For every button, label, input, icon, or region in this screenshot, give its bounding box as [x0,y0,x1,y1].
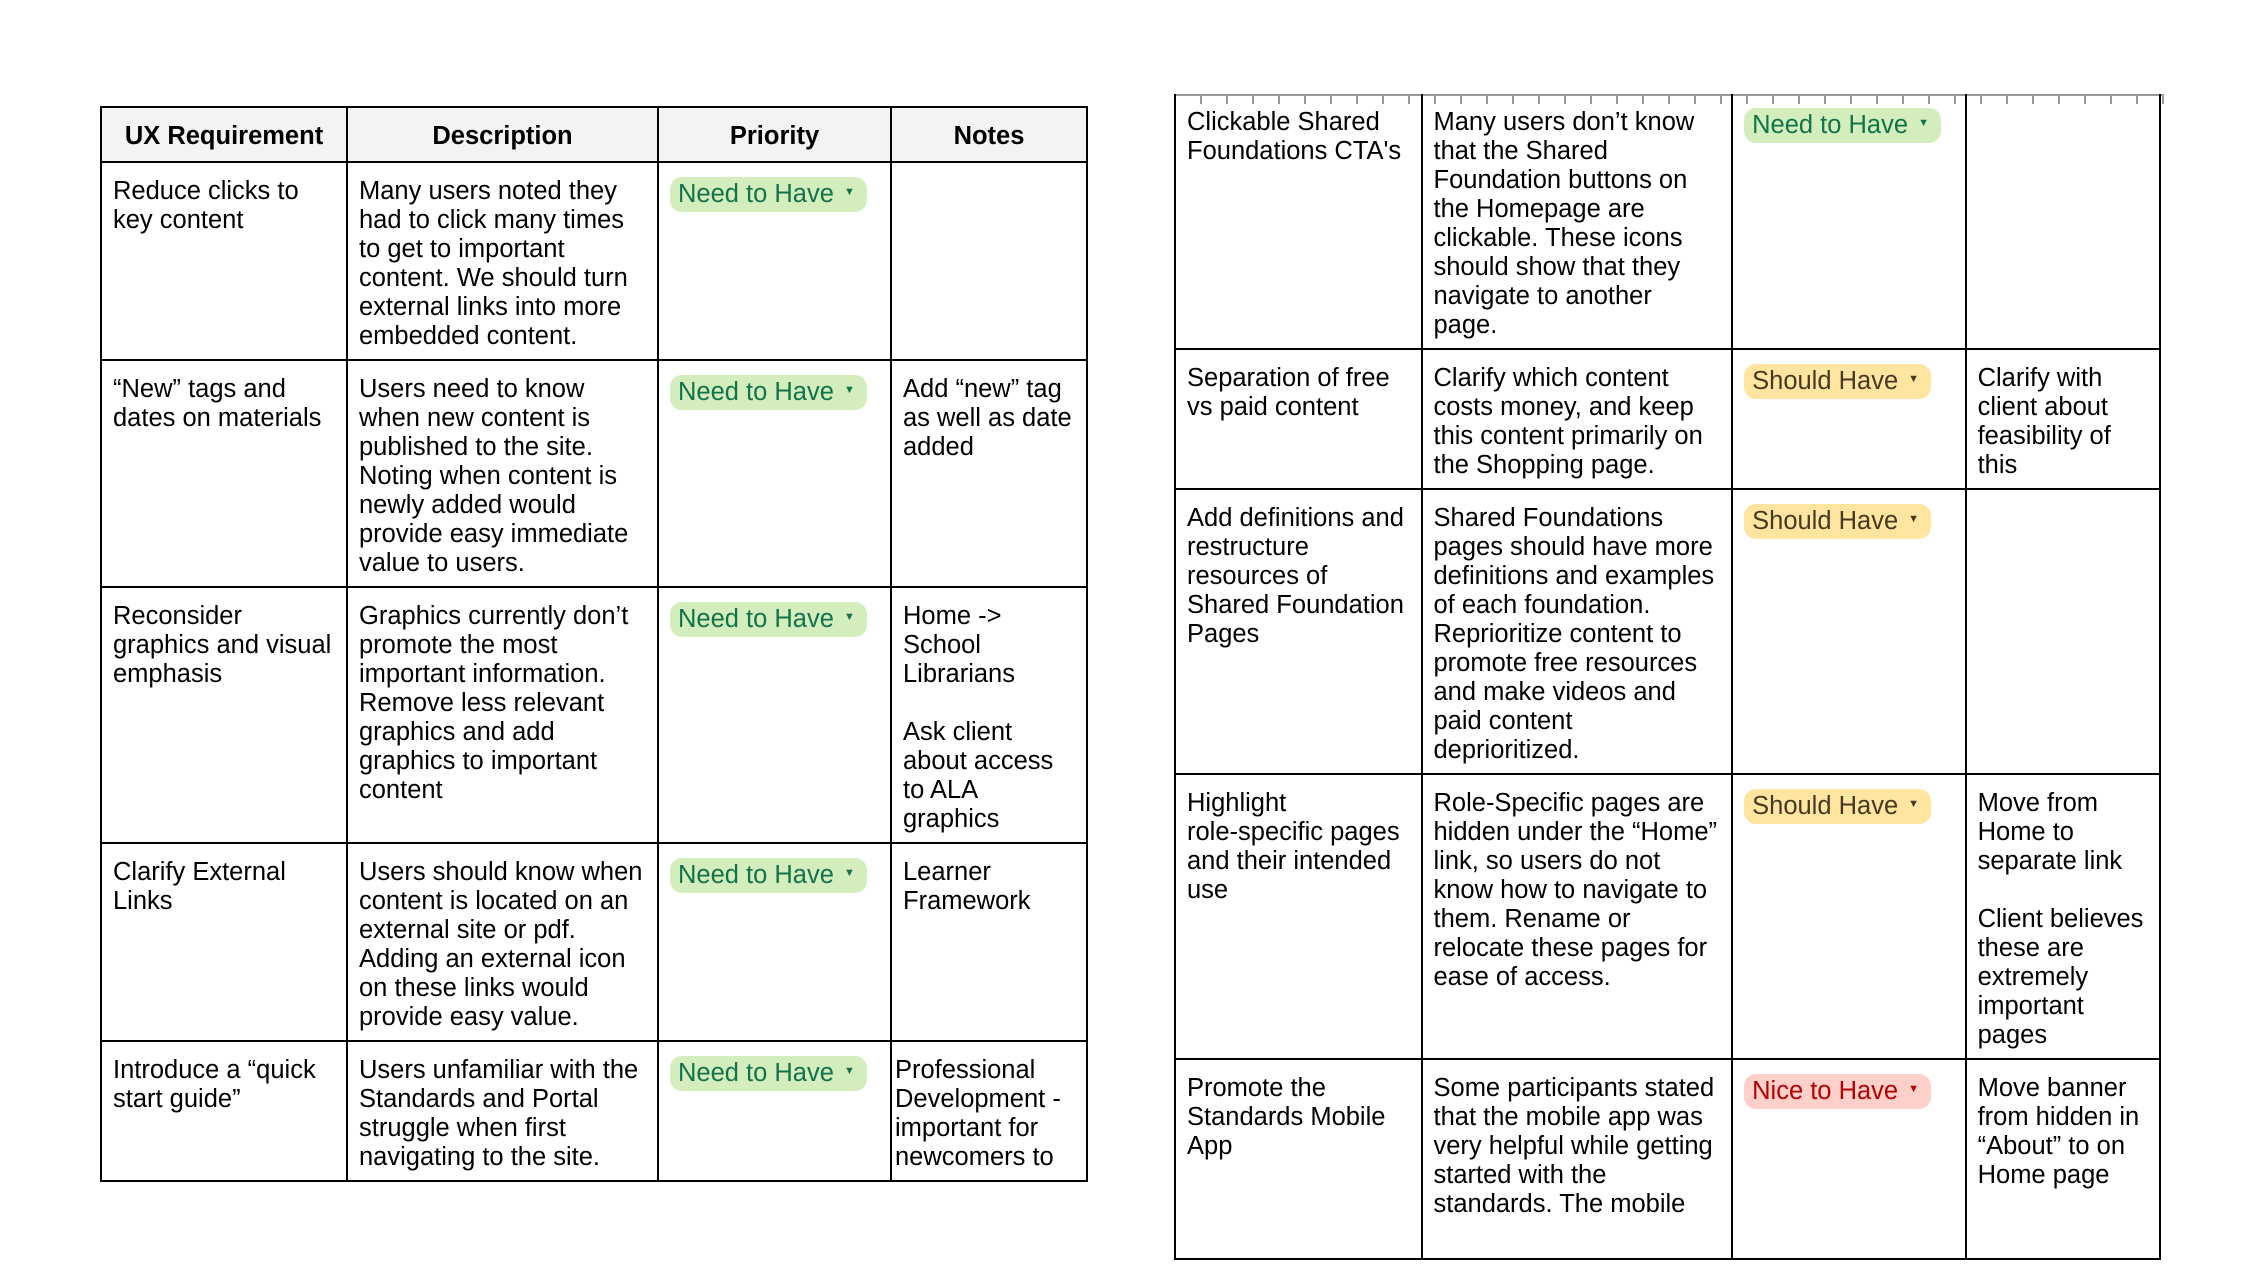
table-row [1175,349,2160,489]
right-requirements-table [1174,94,2161,1260]
triangle-down-icon: ▼ [1918,117,1929,130]
triangle-down-icon: ▼ [1908,798,1920,811]
header-priority: Priority [658,107,891,162]
requirement-cell[interactable]: Reconsider graphics and visual emphasis [101,587,347,843]
header-ux-requirement: UX Requirement [101,107,347,162]
priority-dropdown[interactable]: Nice to Have ▼ [1744,1074,1931,1109]
triangle-down-icon: ▼ [843,186,855,199]
table-row [1175,774,2160,1059]
triangle-down-icon: ▼ [1908,513,1920,526]
description-cell[interactable]: Graphics currently don’t promote the most important information. Remove less relevant graphics and add graphics to important content [347,587,658,843]
description-cell[interactable]: Clarify which content costs money, and keep this content primarily on the Shopping page. [1422,349,1733,489]
table-row [101,162,1087,360]
description-cell[interactable]: Many users noted they had to click many times to get to important content. We should turn external links into more embedded content. [347,162,658,360]
requirement-cell[interactable]: Introduce a “quick start guide” [101,1041,347,1181]
priority-cell[interactable] [1732,489,1965,774]
notes-cell[interactable]: Home -> School Librarians Ask client about access to ALA graphics [891,587,1087,843]
priority-cell[interactable] [658,360,891,587]
notes-cell[interactable]: Professional Development - important for newcomers to [891,1041,1087,1181]
triangle-down-icon: ▼ [1908,373,1920,386]
priority-cell[interactable] [658,1041,891,1181]
requirement-cell[interactable]: Add definitions and restructure resources of Shared Foundation Pages [1175,489,1422,774]
left-requirements-table [100,106,1088,1182]
table-row [101,1041,1087,1181]
notes-cell[interactable] [1966,489,2160,774]
triangle-down-icon: ▼ [1908,1083,1919,1096]
description-cell[interactable]: Shared Foundations pages should have more definitions and examples of each foundation. Reprioritize content to promote free resources and make videos and paid content deprioritized. [1422,489,1733,774]
right-table-viewport [1174,94,2170,1218]
priority-cell[interactable] [1732,94,1965,349]
priority-cell[interactable] [1732,1059,1965,1259]
requirement-cell[interactable]: Reduce clicks to key content [101,162,347,360]
table-row [101,843,1087,1041]
priority-dropdown[interactable]: Should Have ▼ [1744,364,1931,399]
table-row [101,360,1087,587]
description-cell[interactable]: Many users don’t know that the Shared Foundation buttons on the Homepage are clickable. These icons should show that they navigate to another page. [1422,94,1733,349]
triangle-down-icon: ▼ [843,1065,855,1078]
requirement-cell[interactable]: Separation of free vs paid content [1175,349,1422,489]
header-notes: Notes [891,107,1087,162]
priority-dropdown[interactable]: Should Have ▼ [1744,504,1931,539]
triangle-down-icon: ▼ [843,867,855,880]
description-cell[interactable]: Some participants stated that the mobile app was very helpful while getting started with the standards. The mobile [1422,1059,1733,1259]
priority-dropdown[interactable]: Need to Have ▼ [1744,108,1941,143]
priority-dropdown[interactable]: Should Have ▼ [1744,789,1931,824]
notes-cell[interactable]: Learner Framework [891,843,1087,1041]
table-row [101,587,1087,843]
requirement-cell[interactable]: Clickable Shared Foundations CTA's [1175,94,1422,349]
requirement-cell[interactable]: Promote the Standards Mobile App [1175,1059,1422,1259]
notes-cell[interactable]: Move banner from hidden in “About” to on Home page [1966,1059,2160,1259]
priority-cell[interactable] [658,162,891,360]
requirement-cell[interactable]: Highlight role-specific pages and their intended use [1175,774,1422,1059]
priority-cell[interactable] [1732,774,1965,1059]
requirement-cell[interactable]: Clarify External Links [101,843,347,1041]
notes-cell[interactable]: Clarify with client about feasibility of this [1966,349,2160,489]
priority-dropdown[interactable]: Need to Have ▼ [670,1056,867,1091]
triangle-down-icon: ▼ [843,384,855,397]
notes-cell[interactable] [1966,94,2160,349]
description-cell[interactable]: Users need to know when new content is published to the site. Noting when content is newly added would provide easy immediate value to users. [347,360,658,587]
triangle-down-icon: ▼ [843,611,855,624]
priority-cell[interactable] [658,843,891,1041]
description-cell[interactable]: Role-Specific pages are hidden under the “Home” link, so users do not know how to navigate to them. Rename or relocate these pages for ease of access. [1422,774,1733,1059]
priority-cell[interactable] [1732,349,1965,489]
table-row [1175,489,2160,774]
requirement-cell[interactable]: “New” tags and dates on materials [101,360,347,587]
priority-dropdown[interactable]: Need to Have ▼ [670,858,867,893]
priority-dropdown[interactable]: Need to Have ▼ [670,375,867,410]
table-row [1175,94,2160,349]
table-row [1175,1059,2160,1259]
description-cell[interactable]: Users unfamiliar with the Standards and Portal struggle when first navigating to the site. [347,1041,658,1181]
priority-cell[interactable] [658,587,891,843]
header-description: Description [347,107,658,162]
notes-cell[interactable] [891,162,1087,360]
priority-dropdown[interactable]: Need to Have ▼ [670,602,867,637]
priority-dropdown[interactable]: Need to Have ▼ [670,177,867,212]
notes-cell[interactable]: Add “new” tag as well as date added [891,360,1087,587]
header-row [101,107,1087,162]
notes-cell[interactable]: Move from Home to separate link Client believes these are extremely important pages [1966,774,2160,1059]
description-cell[interactable]: Users should know when content is located on an external site or pdf. Adding an external icon on these links would provide easy value. [347,843,658,1041]
